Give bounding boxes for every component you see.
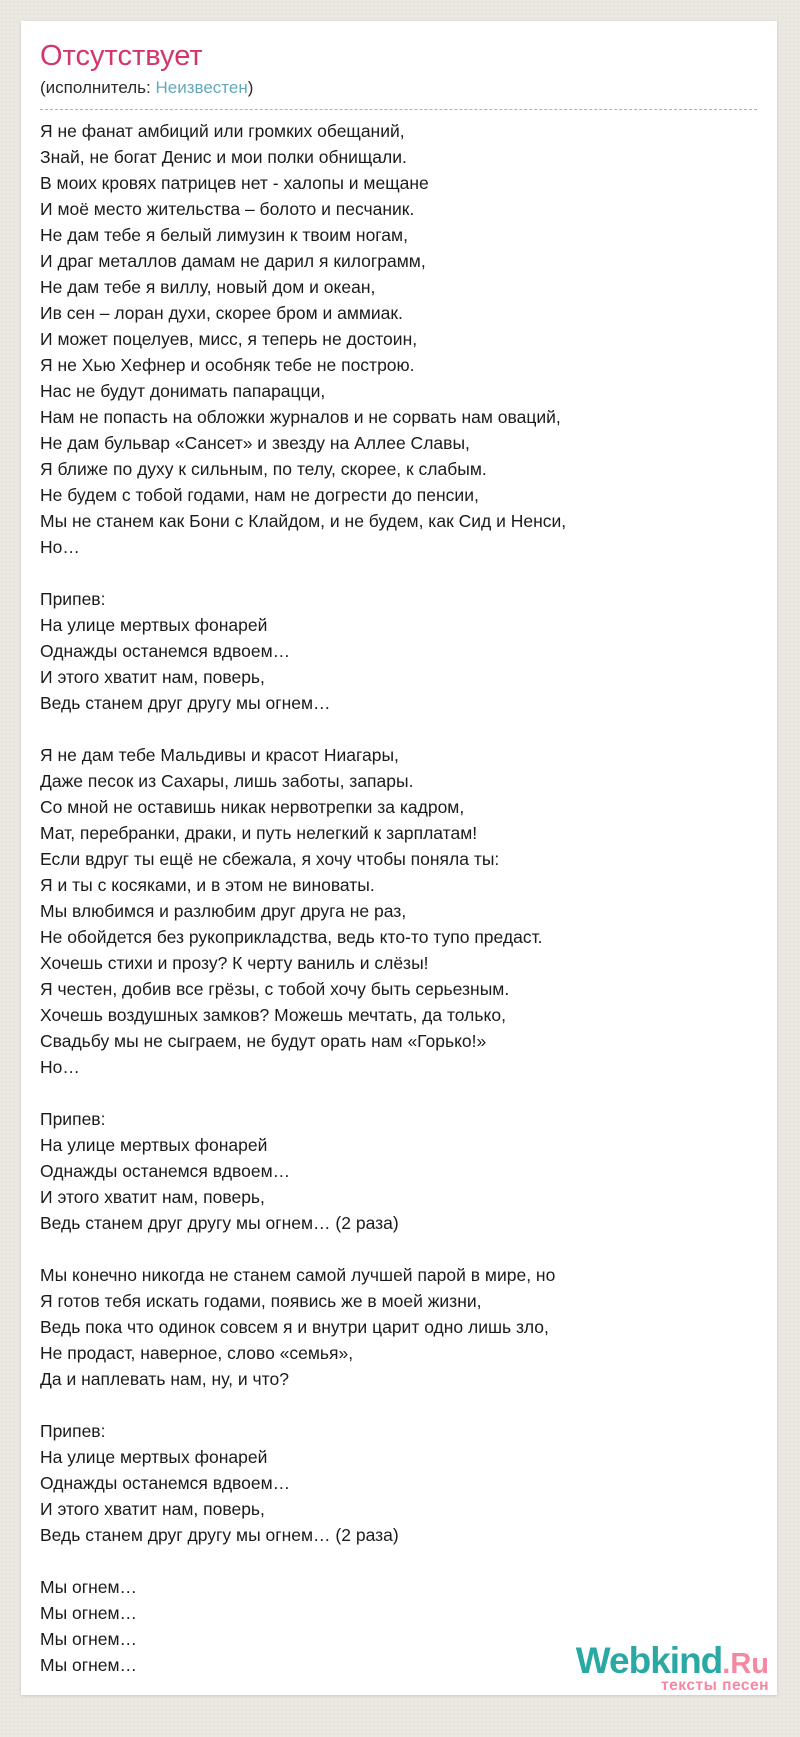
lyric-line: Мы огнем… bbox=[40, 1655, 138, 1675]
lyric-line: Свадьбу мы не сыграем, не будут орать нам «Горько!» bbox=[40, 1031, 487, 1051]
lyric-line: Я ближе по духу к сильным, по телу, скорее, к слабым. bbox=[40, 459, 487, 479]
lyric-line: Не дам бульвар «Сансет» и звезду на Аллее Славы, bbox=[40, 433, 470, 453]
lyric-line: И моё место жительства – болото и песчаник. bbox=[40, 199, 415, 219]
logo-tagline: тексты песен bbox=[661, 1676, 769, 1694]
lyric-line: Однажды останемся вдвоем… bbox=[40, 1473, 291, 1493]
lyric-line: На улице мертвых фонарей bbox=[40, 615, 268, 635]
lyric-line: Мы влюбимся и разлюбим друг друга не раз, bbox=[40, 901, 407, 921]
artist-link[interactable]: Неизвестен bbox=[155, 78, 248, 97]
lyric-line: Нас не будут донимать папарацци, bbox=[40, 381, 326, 401]
lyric-line: Знай, не богат Денис и мои полки обнищали. bbox=[40, 147, 407, 167]
lyric-line: Не будем с тобой годами, нам не догрести до пенсии, bbox=[40, 485, 479, 505]
lyric-line: Не дам тебе я белый лимузин к твоим ногам, bbox=[40, 225, 408, 245]
lyric-line: Ведь станем друг другу мы огнем… (2 раза) bbox=[40, 1213, 399, 1233]
lyric-line: Мы конечно никогда не станем самой лучшей парой в мире, но bbox=[40, 1265, 556, 1285]
stanza bbox=[40, 586, 757, 716]
lyric-line: И может поцелуев, мисс, я теперь не достоин, bbox=[40, 329, 418, 349]
stanza bbox=[40, 1262, 757, 1392]
lyric-line: Мат, перебранки, драки, и путь нелегкий к зарплатам! bbox=[40, 823, 478, 843]
lyric-line: Мы огнем… bbox=[40, 1629, 138, 1649]
lyric-line: Ведь станем друг другу мы огнем… bbox=[40, 693, 331, 713]
logo-suffix-text: .Ru bbox=[722, 1647, 769, 1680]
lyrics bbox=[40, 118, 757, 1678]
lyric-line: Хочешь воздушных замков? Можешь мечтать, да только, bbox=[40, 1005, 506, 1025]
artist-line bbox=[40, 78, 757, 110]
stanza bbox=[40, 118, 757, 560]
lyric-line: Даже песок из Сахары, лишь заботы, запары. bbox=[40, 771, 414, 791]
lyric-line: Я не фанат амбиций или громких обещаний, bbox=[40, 121, 405, 141]
lyric-line: Я готов тебя искать годами, появись же в моей жизни, bbox=[40, 1291, 482, 1311]
webkind-logo[interactable] bbox=[575, 1639, 772, 1694]
lyric-line: И этого хватит нам, поверь, bbox=[40, 1187, 265, 1207]
lyric-line: Если вдруг ты ещё не сбежала, я хочу чтобы поняла ты: bbox=[40, 849, 500, 869]
lyric-line: Я не дам тебе Мальдивы и красот Ниагары, bbox=[40, 745, 399, 765]
lyric-line: Хочешь стихи и прозу? К черту ваниль и слёзы! bbox=[40, 953, 429, 973]
lyric-line: Мы не станем как Бони с Клайдом, и не будем, как Сид и Ненси, bbox=[40, 511, 567, 531]
logo-wordmark bbox=[575, 1639, 769, 1681]
lyric-line: Да и наплевать нам, ну, и что? bbox=[40, 1369, 289, 1389]
lyric-line: Но… bbox=[40, 537, 80, 557]
lyric-line: И этого хватит нам, поверь, bbox=[40, 1499, 265, 1519]
lyric-line: Не дам тебе я виллу, новый дом и океан, bbox=[40, 277, 376, 297]
lyric-line: Припев: bbox=[40, 589, 106, 609]
lyric-line: Ведь пока что одинок совсем я и внутри царит одно лишь зло, bbox=[40, 1317, 549, 1337]
lyric-line: Не продаст, наверное, слово «семья», bbox=[40, 1343, 354, 1363]
lyric-line: Со мной не оставишь никак нервотрепки за кадром, bbox=[40, 797, 465, 817]
lyric-line: На улице мертвых фонарей bbox=[40, 1447, 268, 1467]
lyric-line: Однажды останемся вдвоем… bbox=[40, 1161, 291, 1181]
stanza bbox=[40, 1106, 757, 1236]
lyric-line: Однажды останемся вдвоем… bbox=[40, 641, 291, 661]
page-title: Отсутствует bbox=[40, 40, 203, 72]
lyric-line: Мы огнем… bbox=[40, 1577, 138, 1597]
lyric-line: Я не Хью Хефнер и особняк тебе не построю. bbox=[40, 355, 415, 375]
lyric-line: Но… bbox=[40, 1057, 80, 1077]
lyric-line: Не обойдется без рукоприкладства, ведь кто-то тупо предаст. bbox=[40, 927, 543, 947]
lyric-line: Припев: bbox=[40, 1421, 106, 1441]
artist-label-prefix: (исполнитель: bbox=[40, 78, 156, 97]
lyric-line: На улице мертвых фонарей bbox=[40, 1135, 268, 1155]
content-card bbox=[21, 21, 777, 1695]
lyric-line: Я честен, добив все грёзы, с тобой хочу быть серьезным. bbox=[40, 979, 510, 999]
stanza bbox=[40, 742, 757, 1080]
lyric-line: Ведь станем друг другу мы огнем… (2 раза) bbox=[40, 1525, 399, 1545]
stanza bbox=[40, 1418, 757, 1548]
page-background bbox=[0, 21, 800, 1737]
artist-label-suffix: ) bbox=[247, 78, 254, 97]
lyric-line: Мы огнем… bbox=[40, 1603, 138, 1623]
lyric-line: Припев: bbox=[40, 1109, 106, 1129]
logo-main-text: Webkind bbox=[575, 1639, 723, 1681]
lyric-line: Я и ты с косяками, и в этом не виноваты. bbox=[40, 875, 375, 895]
lyric-line: Ив сен – лоран духи, скорее бром и аммиак. bbox=[40, 303, 403, 323]
lyric-line: И этого хватит нам, поверь, bbox=[40, 667, 265, 687]
lyric-line: И драг металлов дамам не дарил я килограмм, bbox=[40, 251, 426, 271]
lyric-line: Нам не попасть на обложки журналов и не сорвать нам оваций, bbox=[40, 407, 561, 427]
lyric-line: В моих кровях патрицев нет - халопы и мещане bbox=[40, 173, 429, 193]
